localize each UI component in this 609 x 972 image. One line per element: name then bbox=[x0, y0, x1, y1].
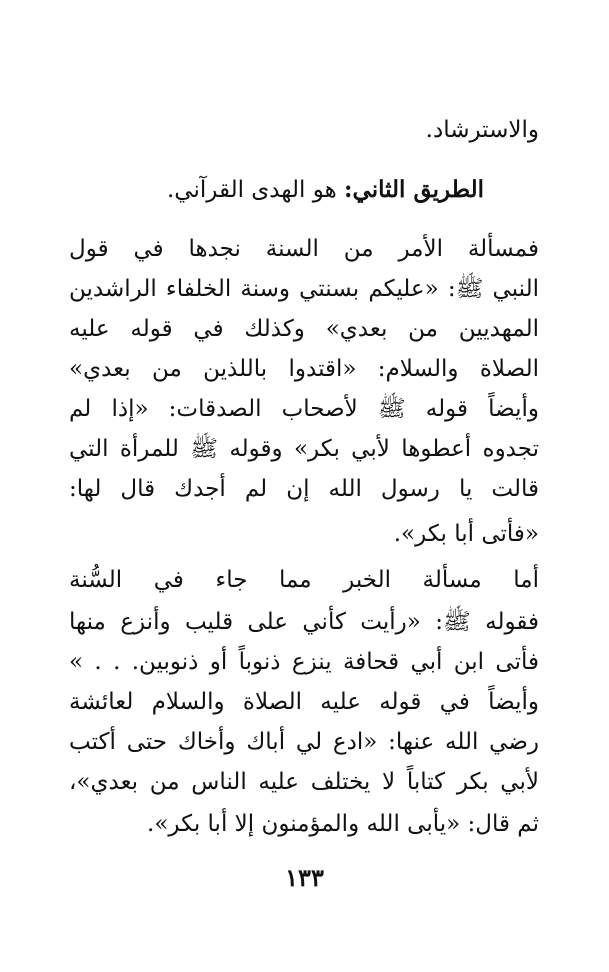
paragraph-line: النبي ﷺ: «عليكم بسنتي وسنة الخلفاء الراشدين bbox=[69, 276, 539, 302]
paragraph-line: المهديين من بعدي» وكذلك في قوله عليه bbox=[69, 316, 539, 342]
opening-line: والاسترشاد. bbox=[425, 117, 539, 143]
paragraph-line: فمسألة الأمر من السنة نجدها في قول bbox=[69, 236, 539, 262]
page-number: ١٣٣ bbox=[285, 863, 324, 892]
paragraph-line: لأبي بكر كتاباً لا يختلف عليه الناس من بعدي»، bbox=[69, 769, 539, 795]
paragraph-line: الصلاة والسلام: «اقتدوا باللذين من بعدي» bbox=[69, 356, 539, 382]
paragraph-line: فأتى ابن أبي قحافة ينزع ذنوباً أو ذنوبين. . . » bbox=[69, 649, 539, 675]
heading-title: الطريق الثاني: bbox=[344, 176, 484, 203]
paragraph-line: رضي الله عنها: «ادع لي أباك وأخاك حتى أكتب bbox=[69, 729, 539, 755]
paragraph-line: قالت يا رسول الله إن لم أجدك قال لها: bbox=[69, 476, 539, 502]
paragraph-line: تجدوه أعطوها لأبي بكر» وقوله ﷺ للمرأة التي bbox=[69, 436, 539, 462]
paragraph-line: ثم قال: «يأبى الله والمؤمنون إلا أبا بكر». bbox=[147, 811, 539, 837]
paragraph-line: وأيضاً قوله ﷺ لأصحاب الصدقات: «إذا لم bbox=[69, 396, 539, 422]
paragraph-line: «فأتى أبا بكر». bbox=[393, 521, 539, 547]
paragraph-line: وأيضاً في قوله عليه الصلاة والسلام لعائشة bbox=[69, 689, 539, 715]
paragraph-line: أما مسألة الخبر مما جاء في السُّنة bbox=[69, 567, 539, 593]
heading-text: هو الهدى القرآني. bbox=[167, 177, 337, 203]
section-heading bbox=[64, 172, 484, 208]
paragraph-line: فقوله ﷺ: «رأيت كأني على قليب وأنزع منها bbox=[69, 609, 539, 635]
